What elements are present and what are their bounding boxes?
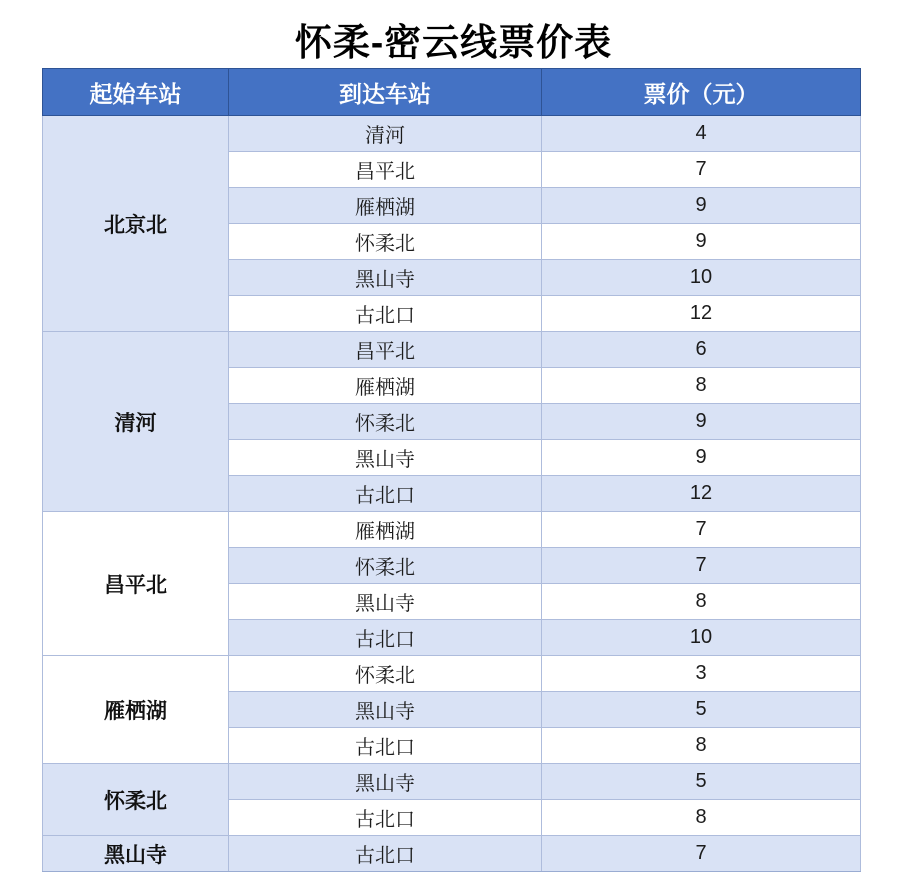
destination-cell: 古北口 <box>229 728 542 764</box>
destination-cell: 昌平北 <box>229 152 542 188</box>
destination-cell: 清河 <box>229 116 542 152</box>
table-body <box>43 116 861 872</box>
destination-cell: 怀柔北 <box>229 656 542 692</box>
fare-cell: 7 <box>542 152 861 188</box>
fare-cell: 6 <box>542 332 861 368</box>
table-header <box>43 69 861 116</box>
fare-cell: 8 <box>542 368 861 404</box>
fare-cell: 8 <box>542 728 861 764</box>
destination-cell: 黑山寺 <box>229 260 542 296</box>
destination-cell: 昌平北 <box>229 332 542 368</box>
table-row <box>43 836 861 872</box>
header-cell: 到达车站 <box>229 69 542 116</box>
header-cell: 起始车站 <box>43 69 229 116</box>
destination-cell: 怀柔北 <box>229 224 542 260</box>
table-row <box>43 512 861 548</box>
fare-cell: 7 <box>542 548 861 584</box>
origin-cell: 清河 <box>43 332 229 512</box>
header-row <box>43 69 861 116</box>
fare-cell: 9 <box>542 404 861 440</box>
destination-cell: 黑山寺 <box>229 692 542 728</box>
destination-cell: 古北口 <box>229 800 542 836</box>
destination-cell: 古北口 <box>229 296 542 332</box>
table-row <box>43 116 861 152</box>
fare-cell: 10 <box>542 260 861 296</box>
fare-cell: 12 <box>542 476 861 512</box>
destination-cell: 黑山寺 <box>229 764 542 800</box>
destination-cell: 古北口 <box>229 836 542 872</box>
fare-cell: 7 <box>542 512 861 548</box>
fare-cell: 8 <box>542 800 861 836</box>
fare-cell: 5 <box>542 692 861 728</box>
header-cell: 票价（元） <box>542 69 861 116</box>
table-row <box>43 332 861 368</box>
destination-cell: 怀柔北 <box>229 548 542 584</box>
origin-cell: 昌平北 <box>43 512 229 656</box>
fare-cell: 10 <box>542 620 861 656</box>
fare-cell: 5 <box>542 764 861 800</box>
destination-cell: 怀柔北 <box>229 404 542 440</box>
table-row <box>43 764 861 800</box>
fare-cell: 3 <box>542 656 861 692</box>
origin-cell: 黑山寺 <box>43 836 229 872</box>
origin-cell: 北京北 <box>43 116 229 332</box>
destination-cell: 雁栖湖 <box>229 188 542 224</box>
fare-cell: 9 <box>542 224 861 260</box>
fare-cell: 4 <box>542 116 861 152</box>
fare-cell: 12 <box>542 296 861 332</box>
destination-cell: 雁栖湖 <box>229 512 542 548</box>
destination-cell: 黑山寺 <box>229 584 542 620</box>
origin-cell: 怀柔北 <box>43 764 229 836</box>
destination-cell: 雁栖湖 <box>229 368 542 404</box>
origin-cell: 雁栖湖 <box>43 656 229 764</box>
fare-cell: 7 <box>542 836 861 872</box>
destination-cell: 古北口 <box>229 620 542 656</box>
destination-cell: 古北口 <box>229 476 542 512</box>
fare-cell: 9 <box>542 188 861 224</box>
fare-cell: 8 <box>542 584 861 620</box>
destination-cell: 黑山寺 <box>229 440 542 476</box>
fare-cell: 9 <box>542 440 861 476</box>
table-row <box>43 656 861 692</box>
fare-table <box>42 68 861 872</box>
page-title: 怀柔-密云线票价表 <box>294 22 613 63</box>
